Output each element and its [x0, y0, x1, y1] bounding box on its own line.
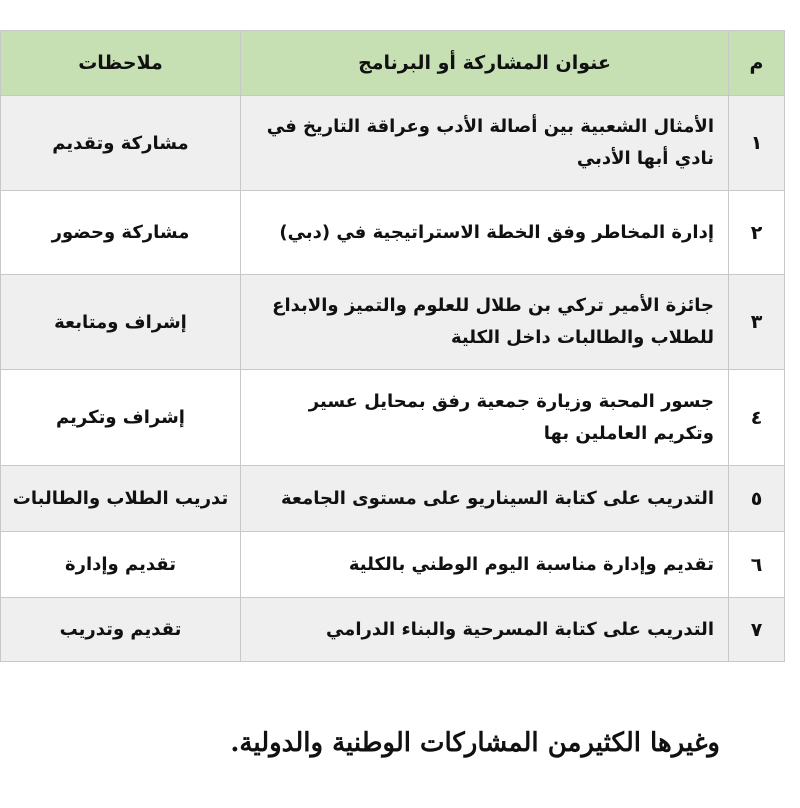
table-row — [1, 598, 785, 662]
row-title: جسور المحبة وزيارة جمعية رفق بمحايل عسير وتكريم العاملين بها — [241, 370, 729, 466]
table-row — [1, 275, 785, 370]
header-notes: ملاحظات — [1, 31, 241, 96]
participations-table-container — [0, 30, 784, 662]
row-title: تقديم وإدارة مناسبة اليوم الوطني بالكلية — [241, 532, 729, 598]
footer-note: وغيرها الكثيرمن المشاركات الوطنية والدولية. — [230, 728, 720, 758]
row-number: ٧ — [729, 598, 785, 662]
row-number: ١ — [729, 96, 785, 191]
row-title: التدريب على كتابة السيناريو على مستوى الجامعة — [241, 466, 729, 532]
row-number: ٦ — [729, 532, 785, 598]
row-notes: مشاركة وتقديم — [1, 96, 241, 191]
table-row — [1, 370, 785, 466]
row-number: ٤ — [729, 370, 785, 466]
row-title: جائزة الأمير تركي بن طلال للعلوم والتميز والابداع للطلاب والطالبات داخل الكلية — [241, 275, 729, 370]
table-row — [1, 96, 785, 191]
table-header-row — [1, 31, 785, 96]
row-title: التدريب على كتابة المسرحية والبناء الدرامي — [241, 598, 729, 662]
row-notes: تقديم وإدارة — [1, 532, 241, 598]
table-row — [1, 466, 785, 532]
row-notes: إشراف وتكريم — [1, 370, 241, 466]
row-number: ٢ — [729, 191, 785, 275]
row-notes: إشراف ومتابعة — [1, 275, 241, 370]
row-title: إدارة المخاطر وفق الخطة الاستراتيجية في (دبي) — [241, 191, 729, 275]
table-row — [1, 532, 785, 598]
row-notes: تدريب الطلاب والطالبات — [1, 466, 241, 532]
header-title: عنوان المشاركة أو البرنامج — [241, 31, 729, 96]
table-row — [1, 191, 785, 275]
row-notes: مشاركة وحضور — [1, 191, 241, 275]
row-number: ٣ — [729, 275, 785, 370]
row-notes: تقديم وتدريب — [1, 598, 241, 662]
header-number: م — [729, 31, 785, 96]
row-number: ٥ — [729, 466, 785, 532]
participations-table — [0, 30, 785, 662]
row-title: الأمثال الشعبية بين أصالة الأدب وعراقة التاريخ في نادي أبها الأدبي — [241, 96, 729, 191]
